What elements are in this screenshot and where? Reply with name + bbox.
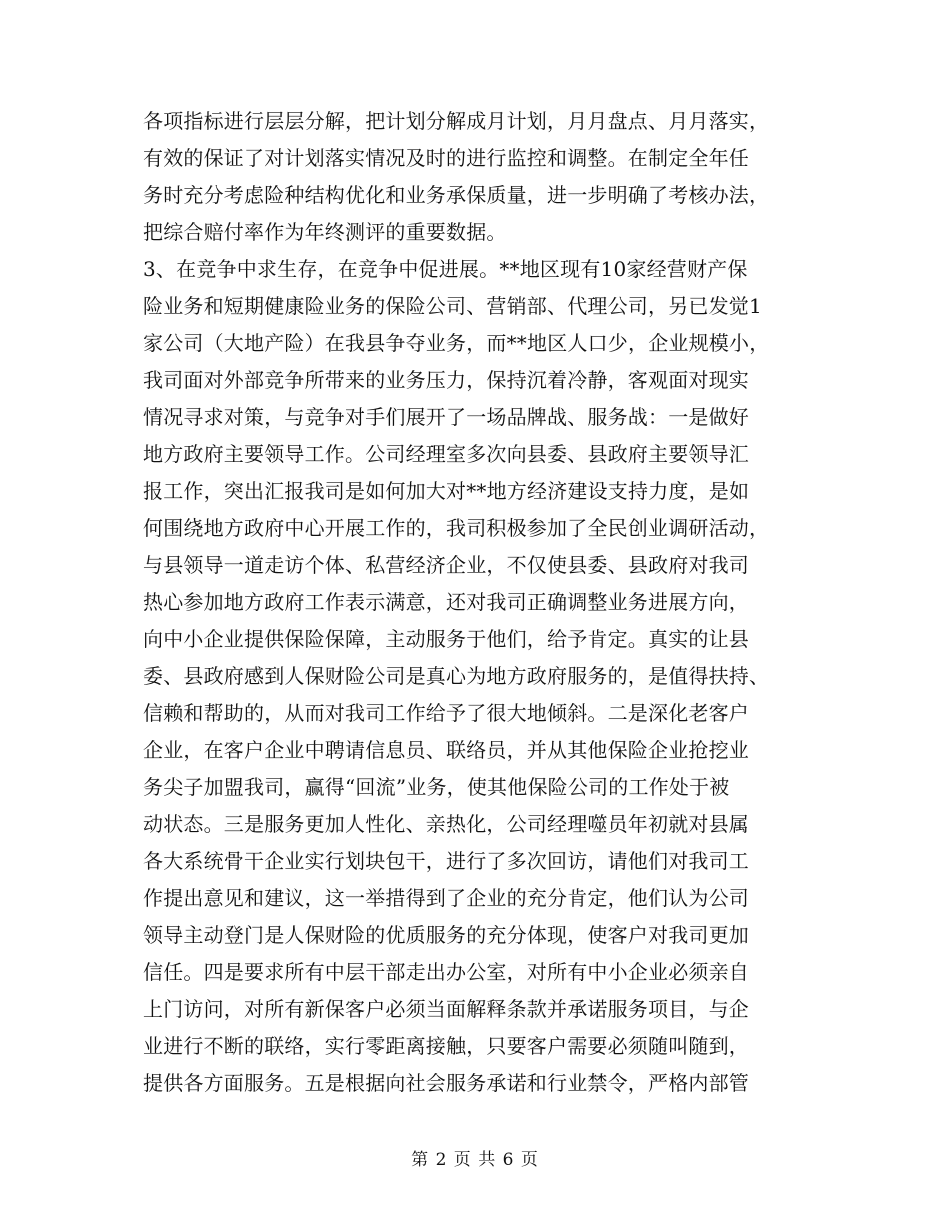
text-line: 信任。四是要求所有中层干部走出办公室，对所有中小企业必须亲自	[143, 960, 749, 984]
text-line: 把综合赔付率作为年终测评的重要数据。	[143, 220, 507, 244]
page-footer	[0, 1148, 950, 1172]
text-line: 各大系统骨干企业实行划块包干，进行了多次回访，请他们对我司工	[143, 849, 749, 873]
text-line: 上门访问，对所有新保客户必须当面解释条款并承诺服务项目，与企	[143, 997, 749, 1021]
text-line: 企业，在客户企业中聘请信息员、联络员，并从其他保险企业抢挖业	[143, 738, 749, 762]
text-line: 向中小企业提供保险保障，主动服务于他们，给予肯定。真实的让县	[143, 627, 749, 651]
text-line: 热心参加地方政府工作表示满意，还对我司正确调整业务进展方向，	[143, 590, 749, 614]
text-line: 信赖和帮助的，从而对我司工作给予了很大地倾斜。二是深化老客户	[143, 701, 749, 725]
text-line: 业进行不断的联络，实行零距离接触，只要客户需要必须随叫随到，	[143, 1034, 749, 1058]
text-line: 险业务和短期健康险业务的保险公司、营销部、代理公司，另已发觉1	[143, 294, 762, 318]
text-line: 各项指标进行层层分解，把计划分解成月计划，月月盘点、月月落实，	[143, 109, 770, 133]
text-line: 情况寻求对策，与竞争对手们展开了一场品牌战、服务战：一是做好	[143, 405, 749, 429]
text-line: 我司面对外部竞争所带来的业务压力，保持沉着冷静，客观面对现实	[143, 368, 749, 392]
text-line: 提供各方面服务。五是根据向社会服务承诺和行业禁令，严格内部管	[143, 1071, 749, 1095]
text-line: 何围绕地方政府中心开展工作的，我司积极参加了全民创业调研活动，	[143, 516, 770, 540]
text-line: 领导主动登门是人保财险的优质服务的充分体现，使客户对我司更加	[143, 923, 749, 947]
text-line: 3、在竞争中求生存，在竞争中促进展。**地区现有10家经营财产保	[143, 257, 748, 281]
text-line: 家公司（大地产险）在我县争夺业务，而**地区人口少，企业规模小，	[143, 331, 770, 355]
body-text	[143, 103, 823, 1102]
text-line: 动状态。三是服务更加人性化、亲热化，公司经理噬员年初就对县属	[143, 812, 749, 836]
text-line: 与县领导一道走访个体、私营经济企业，不仅使县委、县政府对我司	[143, 553, 749, 577]
text-line: 作提出意见和建议，这一举措得到了企业的充分肯定，他们认为公司	[143, 886, 749, 910]
text-line: 地方政府主要领导工作。公司经理室多次向县委、县政府主要领导汇	[143, 442, 749, 466]
text-line: 报工作，突出汇报我司是如何加大对**地方经济建设支持力度，是如	[143, 479, 750, 503]
page-number: 第 2 页 共 6 页	[411, 1150, 539, 1170]
text-line: 委、县政府感到人保财险公司是真心为地方政府服务的，是值得扶持、	[143, 664, 770, 688]
text-line: 有效的保证了对计划落实情况及时的进行监控和调整。在制定全年任	[143, 146, 749, 170]
text-line: 务时充分考虑险种结构优化和业务承保质量，进一步明确了考核办法，	[143, 183, 770, 207]
text-line: 务尖子加盟我司，赢得“回流”业务，使其他保险公司的工作处于被	[143, 775, 730, 799]
